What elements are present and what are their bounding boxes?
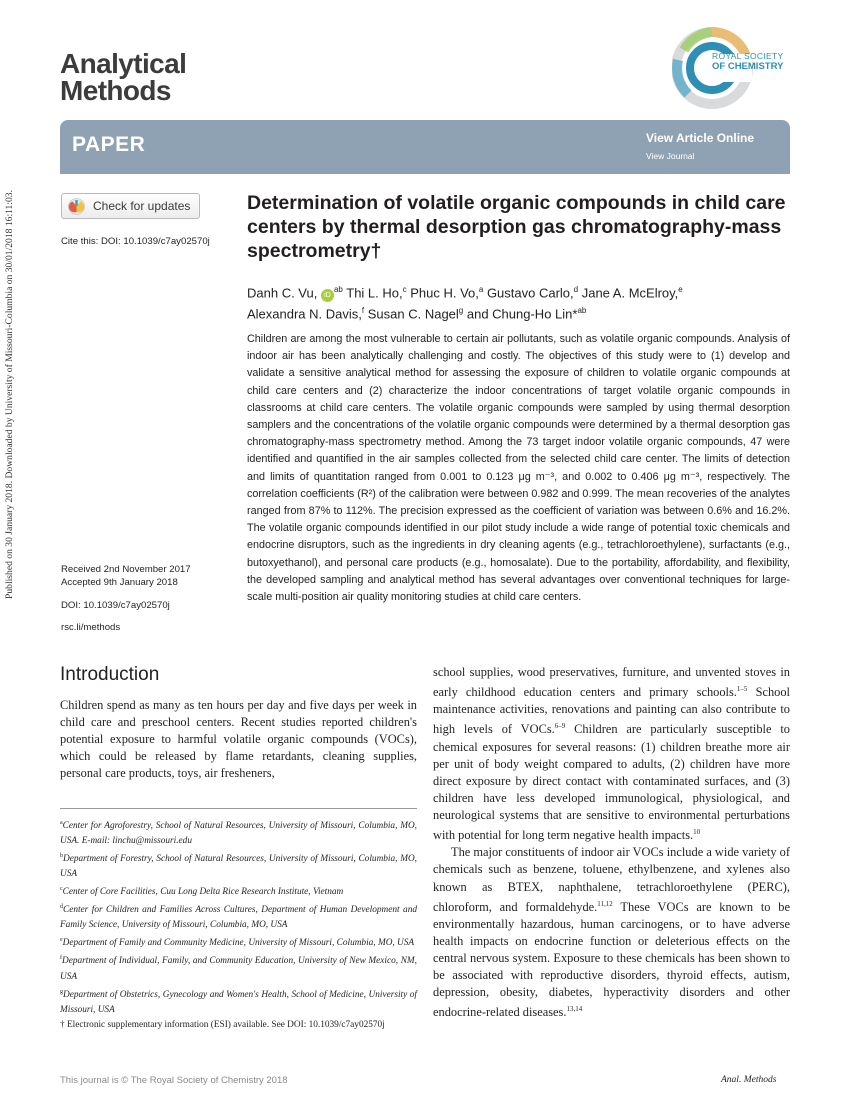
- accepted-date: Accepted 9th January 2018: [61, 577, 178, 588]
- footnote-text: Center of Core Facilities, Cuu Long Delta Rice Research Institute, Vietnam: [62, 887, 344, 898]
- intro-paragraph-3: [433, 844, 790, 1021]
- citation-ref[interactable]: 6–9: [554, 722, 566, 731]
- footnote-marker: f: [60, 955, 62, 962]
- intro-paragraph-2: [433, 664, 790, 844]
- author-name: Susan C. Nagel: [364, 306, 459, 322]
- author-name: Danh C. Vu,: [247, 285, 318, 301]
- footnote-affiliation: [60, 816, 417, 849]
- footnote-marker: e: [60, 937, 63, 944]
- author-affil: c: [402, 285, 407, 294]
- footnote-affiliation: [60, 985, 417, 1018]
- author-name: Gustavo Carlo,: [483, 285, 574, 301]
- abstract: Children are among the most vulnerable to certain air pollutants, such as volatile organic compounds. Analysis of indoor air has been analytically challenging and costly. The objectives of this study were to (1) develop and validate a sensitive analytical method for assessing the exposure of children to volatile organic compounds at child care centers and (2) characterize the indoor concentrations of target volatile organic compounds in classrooms at child care centers. The volatile organic compounds were sampled by using thermal desorption samplers and the concentrations of the volatile organic compounds were determined by a thermal desorption gas chromatography-mass spectrometry method. Among the 73 target indoor volatile organic compounds, 47 were identified and quantified in the air samples collected from the selected child care center. The limits of detection and limits of quantitation ranged from 0.001 to 0.123 μg m⁻³, and 0.002 to 0.406 μg m⁻³, respectively. The correlation coefficients (R²) of the calibration were between 0.982 and 0.999. The mean recoveries of the analytes ranged from 87% to 112%. The precision expressed as the coefficient of variation was between 0.6% and 16.2%. The volatile organic compounds identified in our pilot study include a wide range of potential toxic chemicals and endocrine disruptors, such as the ingredients in dry cleaning agents (e.g., tetrachloroethylene), surfactants (e.g., butoxyethanol), and personal care products (e.g., homosalate). Due to the portability, affordability, and flexibility, the developed sampling and analytical method has several advantages over conventional techniques for large-scale multi-position air quality monitoring studies at child care centers.: [247, 333, 790, 604]
- footnote-marker: g: [60, 988, 63, 995]
- author-affil: f: [361, 306, 365, 316]
- footnote-marker: c: [60, 886, 63, 893]
- footnote-text: Center for Children and Families Across Cultures, Department of Human Development and Family Science, University of Missouri, Columbia, MO, USA: [60, 905, 417, 931]
- citation-ref[interactable]: 13,14: [566, 1005, 583, 1014]
- author-affil: ab: [577, 306, 587, 316]
- check-for-updates-label: Check for updates: [93, 199, 191, 213]
- text-run: Children are particularly susceptible to chemical exposures for several reasons: (1) children breathe more air per unit of body weight compared to adults, (2) children have more direct exposure by direct contact with contaminated surfaces, and (3) children have less developed immunological, physiological, and neurological systems that are sensitive to environmental perturbations with potential for long term negative health impacts.: [433, 722, 791, 843]
- footnote-text: Department of Individual, Family, and Community Education, University of New Mexico, NM, USA: [60, 956, 417, 982]
- author-affil: ab: [333, 285, 343, 294]
- journal-site-link[interactable]: rsc.li/methods: [61, 622, 121, 633]
- author-list: [247, 281, 787, 324]
- citation-ref[interactable]: 10: [693, 828, 701, 837]
- orcid-icon[interactable]: iD: [321, 289, 334, 302]
- author-affil: g: [458, 306, 464, 316]
- footnote-marker: b: [60, 853, 63, 860]
- doi[interactable]: DOI: 10.1039/c7ay02570j: [61, 600, 170, 611]
- intro-paragraph-1: Children spend as many as ten hours per day and five days per week in child care and preschool centers. Recent studies reported children's potential exposure to harmful volatile organic compounds (VOCs), which could be released by flame retardants, cleaning supplies, personal care products, toys, air fresheners,: [60, 698, 417, 781]
- author-name: Thi L. Ho,: [342, 285, 403, 301]
- text-run: school supplies, wood preservatives, furniture, and unvented stoves in early childhood education centers and primary schools.: [433, 665, 790, 700]
- author-name: Alexandra N. Davis,: [247, 306, 362, 322]
- check-for-updates-button[interactable]: [61, 193, 200, 219]
- author-affil: d: [573, 285, 579, 294]
- cite-this: Cite this: DOI: 10.1039/c7ay02570j: [61, 236, 210, 247]
- footnote-affiliation: [60, 900, 417, 933]
- footnotes: [60, 816, 417, 1033]
- author-name: Phuc H. Vo,: [406, 285, 479, 301]
- received-date: Received 2nd November 2017: [61, 564, 191, 575]
- footnote-affiliation: [60, 849, 417, 882]
- journal-title-line1: Analytical: [60, 48, 187, 79]
- footnote-affiliation: [60, 951, 417, 984]
- author-affil: a: [478, 285, 484, 294]
- journal-abbrev-footer: Anal. Methods: [721, 1075, 777, 1085]
- author-affil: e: [678, 285, 683, 294]
- footnote-text: Department of Family and Community Medicine, University of Missouri, Columbia, MO, USA: [62, 938, 415, 949]
- view-article-online-link[interactable]: View Article Online: [646, 131, 755, 145]
- text-run: School maintenance activities, renovations and painting can also contribute to high levels of VOCs.: [433, 685, 790, 737]
- journal-title: [60, 50, 186, 104]
- article-type-label: PAPER: [72, 133, 146, 156]
- text-run: These VOCs are known to be environmentally hazardous, human carcinogens, or to have adverse health impacts on endocrine function or deleterious effects on the central nervous system. Exposure to these chemicals has been shown to be associated with reproductive disorders, thyroid effects, autism, depression, obesity, diabetes, hyperactivity disorders and other endocrine-related diseases.: [433, 899, 790, 1020]
- intro-column-right: [433, 664, 790, 1022]
- check-updates-icon: [68, 198, 85, 215]
- view-journal-link[interactable]: View Journal: [646, 151, 695, 161]
- text-run: The major constituents of indoor air VOCs include a wide variety of chemicals such as benzene, toluene, ethylbenzene, and xylenes also known as BTEX, naphthalene, tetrachloroethylene (PERC), chloroform, and formaldehyde.: [433, 845, 790, 914]
- citation-ref[interactable]: 1–5: [736, 685, 748, 694]
- esi-note: † Electronic supplementary information (ESI) available. See DOI: 10.1039/c7ay02570j: [60, 1019, 385, 1030]
- publisher-name-line1: ROYAL SOCIETY: [712, 51, 784, 61]
- footnote-text: Center for Agroforestry, School of Natural Resources, University of Missouri, Columbia, MO, USA. E-mail: linchu@missouri.edu: [60, 821, 417, 847]
- article-type-banner: [60, 120, 790, 174]
- footnote-text: Department of Forestry, School of Natural Resources, University of Missouri, Columbia, MO, USA: [60, 854, 417, 880]
- author-name: Jane A. McElroy,: [578, 285, 679, 301]
- footnote-affiliation: [60, 933, 417, 951]
- publisher-name-line2: OF CHEMISTRY: [712, 61, 784, 72]
- journal-title-line2: Methods: [60, 75, 171, 106]
- footnote-affiliation: [60, 882, 417, 900]
- footnote-text: Department of Obstetrics, Gynecology and Women's Health, School of Medicine, University of Missouri, USA: [60, 989, 417, 1015]
- citation-ref[interactable]: 11,12: [597, 899, 613, 908]
- footnote-rule: [60, 808, 417, 809]
- footnote-marker: a: [60, 820, 63, 826]
- publication-stamp: Published on 30 January 2018. Downloaded by University of Missouri-Columbia on 30/01/2018 16:11:03.: [4, 190, 15, 599]
- author-name: and Chung-Ho Lin*: [463, 306, 578, 322]
- copyright-footer: This journal is © The Royal Society of Chemistry 2018: [60, 1075, 288, 1086]
- article-title: Determination of volatile organic compounds in child care centers by thermal desorption gas chromatography-mass spectrometry†: [247, 192, 786, 262]
- section-heading-introduction: Introduction: [60, 664, 160, 685]
- footnote-marker: d: [60, 904, 63, 911]
